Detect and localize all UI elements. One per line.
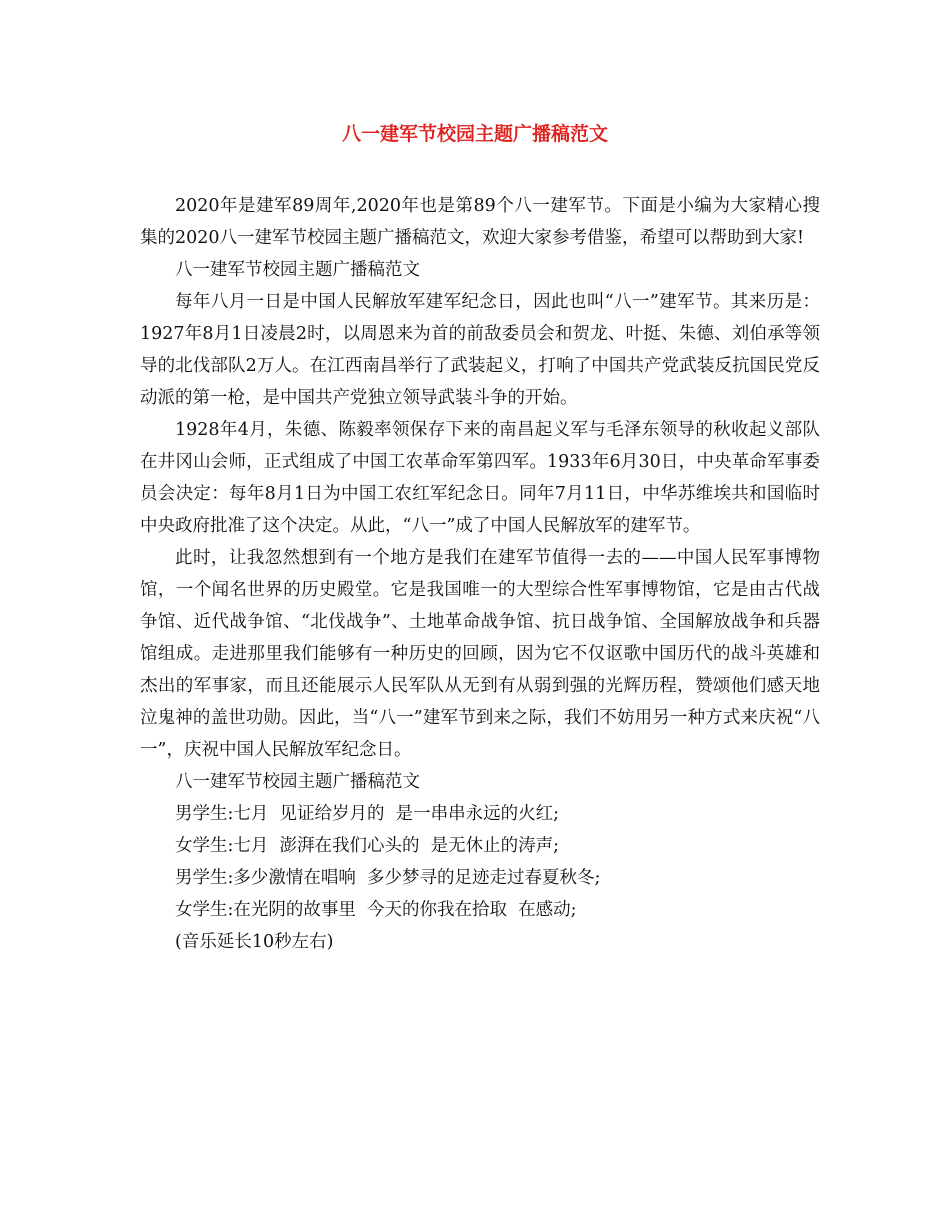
document-title: 八一建军节校园主题广播稿范文 <box>341 123 608 145</box>
paragraph: 1928年4月，朱德、陈毅率领保存下来的南昌起义军与毛泽东领导的秋收起义部队在井冈山会师，正式组成了中国工农革命军第四军。1933年6月30日，中央革命军事委员会决定：每年8月1日为中国工农红军纪念日。同年7月11日，中华苏维埃共和国临时中央政府批准了这个决定。从此，“八一”成了中国人民解放军的建军节。 <box>140 420 820 536</box>
paragraph: 每年八月一日是中国人民解放军建军纪念日，因此也叫“八一”建军节。其来历是：1927年8月1日凌晨2时，以周恩来为首的前敌委员会和贺龙、叶挺、朱德、刘伯承等领导的北伐部队2万人。在江西南昌举行了武装起义，打响了中国共产党武装反抗国民党反动派的第一枪，是中国共产党独立领导武装斗争的开始。 <box>140 292 820 408</box>
section-heading: 八一建军节校园主题广播稿范文 <box>175 772 420 792</box>
script-line: 女学生:七月 澎湃在我们心头的 是无休止的涛声; <box>175 836 560 856</box>
stage-direction: (音乐延长10秒左右) <box>175 932 334 952</box>
script-line: 女学生:在光阴的故事里 今天的你我在拾取 在感动; <box>175 900 577 920</box>
script-line: 男学生:多少激情在唱响 多少梦寻的足迹走过春夏秋冬; <box>175 868 601 888</box>
paragraph-intro: 2020年是建军89周年,2020年也是第89个八一建军节。下面是小编为大家精心搜集的2020八一建军节校园主题广播稿范文，欢迎大家参考借鉴，希望可以帮助到大家! <box>140 196 820 248</box>
section-heading: 八一建军节校园主题广播稿范文 <box>175 260 420 280</box>
paragraph: 此时，让我忽然想到有一个地方是我们在建军节值得一去的——中国人民军事博物馆，一个闻名世界的历史殿堂。它是我国唯一的大型综合性军事博物馆，它是由古代战争馆、近代战争馆、“北伐战争”、土地革命战争馆、抗日战争馆、全国解放战争和兵器馆组成。走进那里我们能够有一种历史的回顾，因为它不仅讴歌中国历代的战斗英雄和杰出的军事家，而且还能展示人民军队从无到有从弱到强的光辉历程，赞颂他们感天地泣鬼神的盖世功勋。因此，当“八一”建军节到来之际，我们不妨用另一种方式来庆祝“八一”，庆祝中国人民解放军纪念日。 <box>140 548 820 760</box>
document-body <box>140 190 820 958</box>
script-line: 男学生:七月 见证给岁月的 是一串串永远的火红; <box>175 804 560 824</box>
